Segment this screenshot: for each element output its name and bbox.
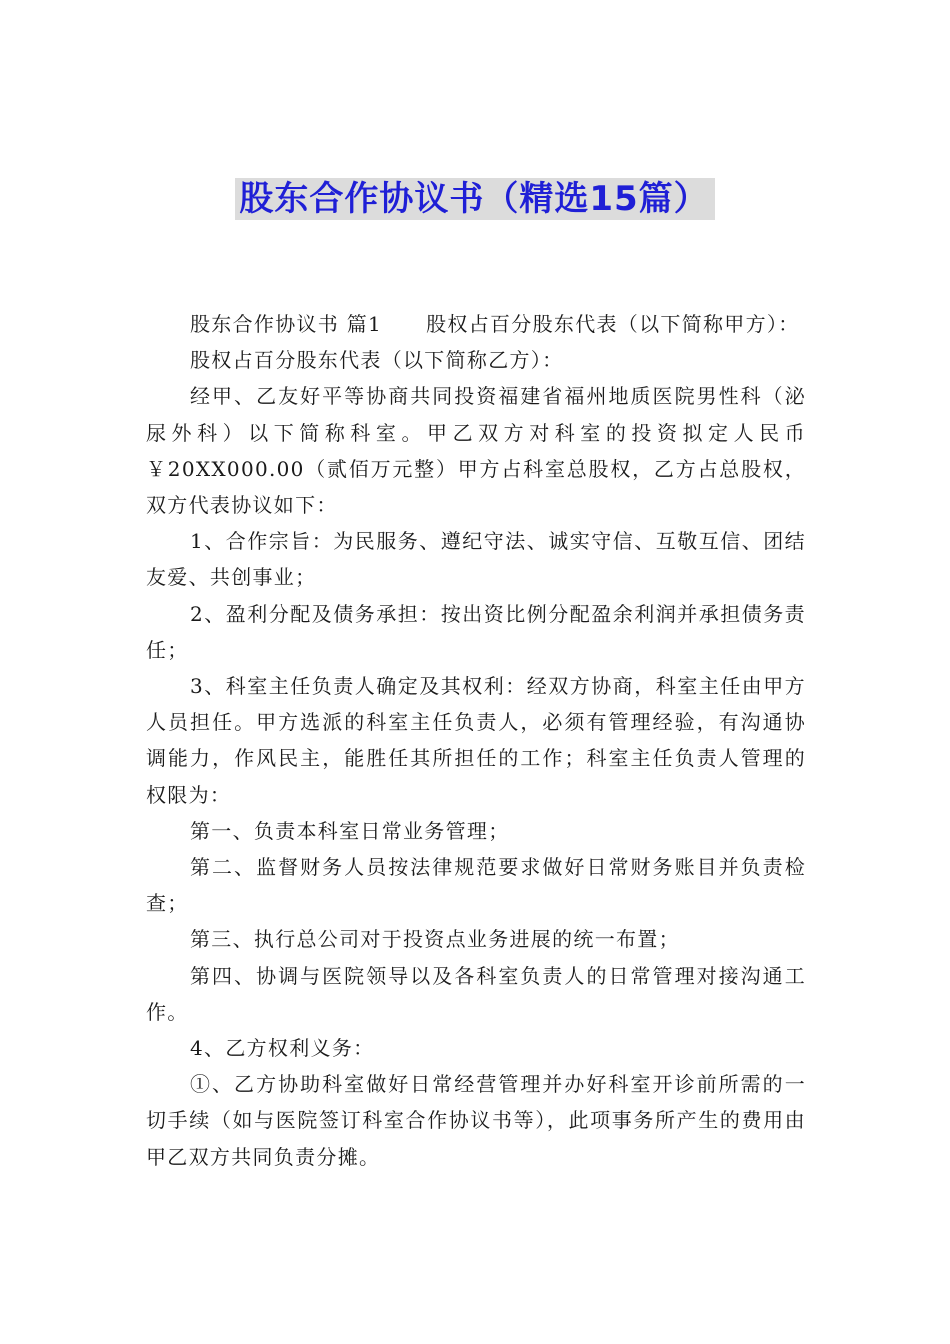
paragraph-10: 第四、协调与医院领导以及各科室负责人的日常管理对接沟通工作。 bbox=[146, 963, 806, 1024]
paragraph-6: 3、科室主任负责人确定及其权利：经双方协商，科室主任由甲方人员担任。甲方选派的科室主任负责人，必须有管理经验，有沟通协调能力，作风民主，能胜任其所担任的工作；科室主任负责人管理的权限为： bbox=[146, 674, 806, 807]
paragraph-8: 第二、监督财务人员按法律规范要求做好日常财务账目并负责检查； bbox=[146, 855, 806, 916]
document-body bbox=[146, 306, 806, 1175]
title-wrapper bbox=[0, 178, 950, 220]
paragraph-5: 2、盈利分配及债务承担：按出资比例分配盈余利润并承担债务责任； bbox=[146, 601, 806, 662]
paragraph-12: ①、乙方协助科室做好日常经营管理并办好科室开诊前所需的一切手续（如与医院签订科室合作协议书等），此项事务所产生的费用由甲乙双方共同负责分摊。 bbox=[146, 1072, 806, 1169]
section-heading: 股东合作协议书 篇1 bbox=[190, 312, 383, 336]
paragraph-11: 4、乙方权利义务： bbox=[190, 1036, 375, 1061]
document-title: 股东合作协议书（精选15篇） bbox=[235, 178, 714, 220]
paragraph-1 bbox=[146, 306, 806, 342]
paragraph-9: 第三、执行总公司对于投资点业务进展的统一布置； bbox=[190, 927, 680, 952]
paragraph-3: 经甲、乙友好平等协商共同投资福建省福州地质医院男性科（泌尿外科）以下简称科室。甲乙双方对科室的投资拟定人民币￥20XX000.00（贰佰万元整）甲方占科室总股权，乙方占总股权，双方代表协议如下： bbox=[146, 384, 806, 518]
paragraph-2: 股权占百分股东代表（以下简称乙方）： bbox=[190, 348, 564, 373]
paragraph-text: 股权占百分股东代表（以下简称甲方）： bbox=[426, 312, 800, 336]
paragraph-7: 第一、负责本科室日常业务管理； bbox=[190, 818, 510, 843]
paragraph-4: 1、合作宗旨：为民服务、遵纪守法、诚实守信、互敬互信、团结友爱、共创事业； bbox=[146, 529, 806, 590]
